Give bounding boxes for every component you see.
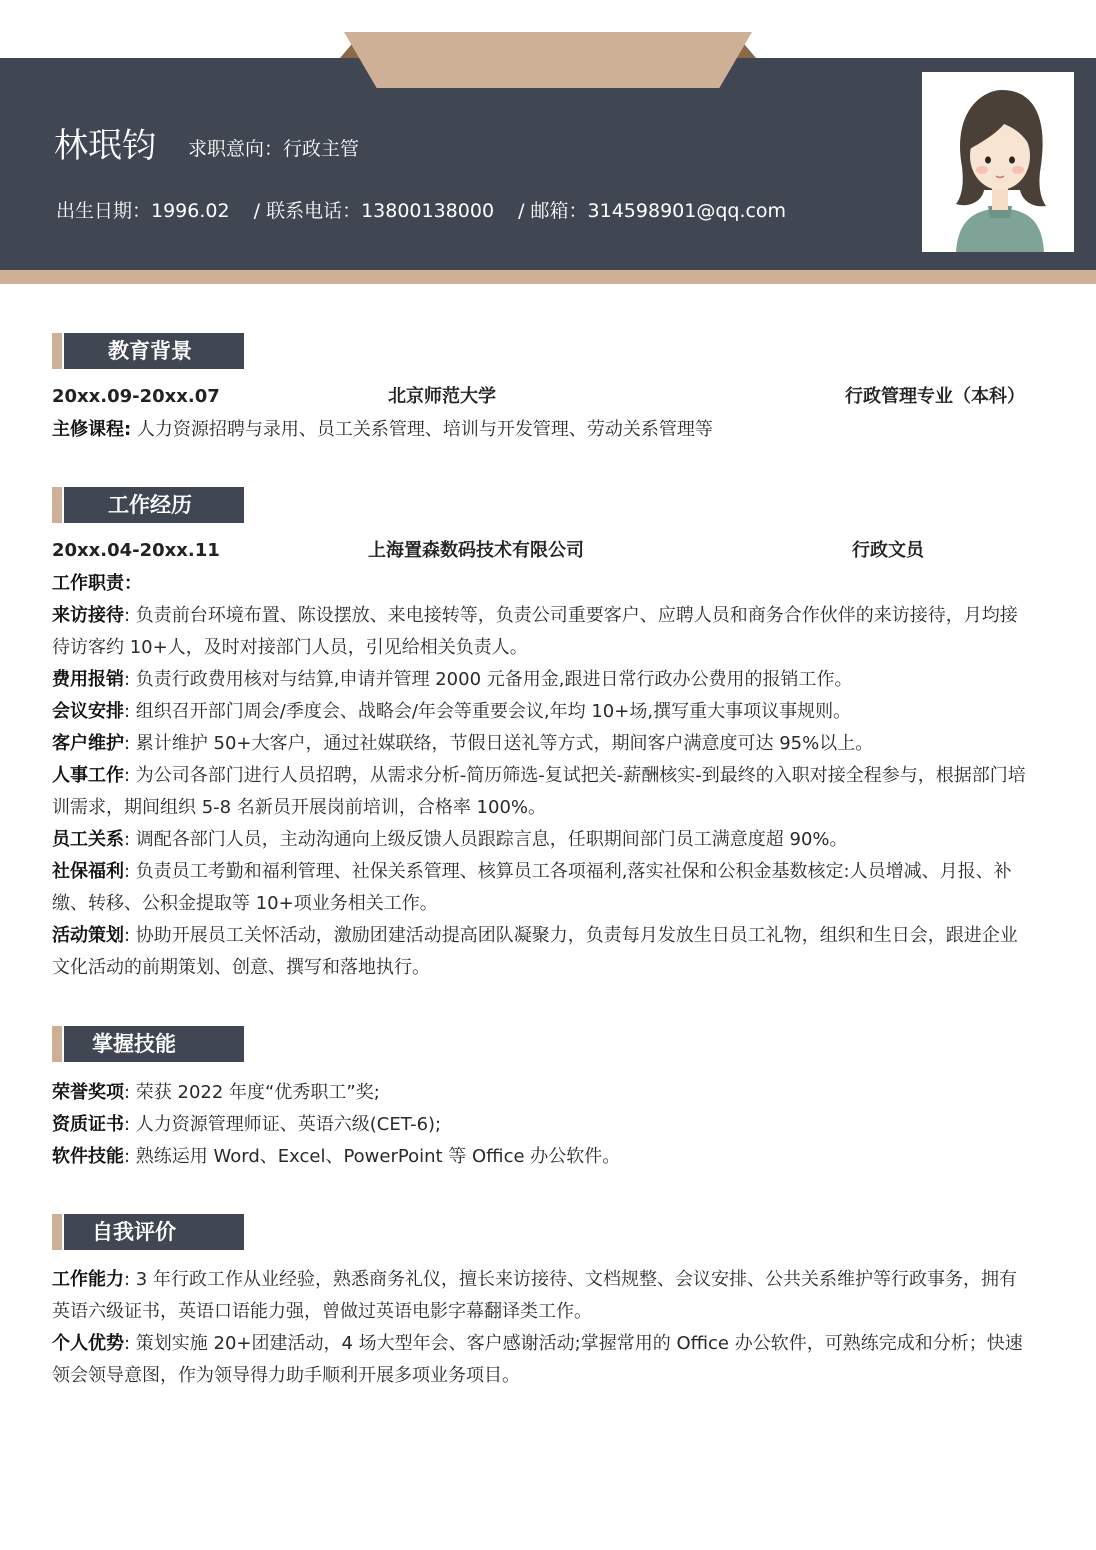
education-school: 北京师范大学 — [388, 386, 496, 407]
duty-item: 客户维护: 累计维护 50+大客户，通过社媒联络，节假日送礼等方式，期间客户满意度可达 95%以上。 — [52, 733, 874, 754]
work-period: 20xx.04-20xx.11 — [52, 540, 220, 561]
education-period: 20xx.09-20xx.07 — [52, 386, 220, 407]
duty-item: 会议安排: 组织召开部门周会/季度会、战略会/年会等重要会议,年均 10+场,撰写重大事项议事规则。 — [52, 701, 852, 722]
avatar-illustration — [922, 72, 1074, 252]
duty-item: 费用报销: 负责行政费用核对与结算,申请并管理 2000 元备用金,跟进日常行政办公费用的报销工作。 — [52, 669, 853, 690]
contact-line — [56, 198, 804, 224]
self-eval-list — [52, 1264, 1028, 1392]
work-duties-label: 工作职责： — [52, 573, 142, 594]
section-title-work: 工作经历 — [52, 487, 244, 523]
self-eval-item: 工作能力: 3 年行政工作从业经验，熟悉商务礼仪，擅长来访接待、文档规整、会议安排、公共关系维护等行政事务，拥有英语六级证书，英语口语能力强，曾做过英语电影字幕翻译类工作。 — [52, 1269, 1017, 1322]
skill-item: 软件技能: 熟练运用 Word、Excel、PowerPoint 等 Office 办公软件。 — [52, 1146, 621, 1167]
duty-item: 员工关系: 调配各部门人员，主动沟通向上级反馈人员跟踪言息，任职期间部门员工满意度超 90%。 — [52, 829, 848, 850]
candidate-name: 林珉钧 — [54, 126, 156, 166]
skill-item: 荣誉奖项: 荣获 2022 年度“优秀职工”奖; — [52, 1082, 380, 1103]
work-duties — [52, 568, 1028, 984]
duty-item: 活动策划: 协助开展员工关怀活动，激励团建活动提高团队凝聚力，负责每月发放生日员工礼物，组织和生日会，跟进企业文化活动的前期策划、创意、撰写和落地执行。 — [52, 925, 1018, 978]
duty-item: 社保福利: 负责员工考勤和福利管理、社保关系管理、核算员工各项福利,落实社保和公积金基数核定:人员增减、月报、补缴、转移、公积金提取等 10+项业务相关工作。 — [52, 861, 1012, 914]
section-title-skills: 掌握技能 — [52, 1026, 244, 1062]
phone: / 联系电话：13800138000 — [253, 200, 495, 222]
duty-item: 来访接待: 负责前台环境布置、陈设摆放、来电接转等，负责公司重要客户、应聘人员和商务合作伙伴的来访接待，月均接待访客约 10+人，及时对接部门人员，引见给相关负责人。 — [52, 605, 1018, 658]
section-title-education: 教育背景 — [52, 333, 244, 369]
skill-item: 资质证书: 人力资源管理师证、英语六级(CET-6); — [52, 1114, 442, 1135]
self-eval-item: 个人优势: 策划实施 20+团建活动，4 场大型年会、客户感谢活动;掌握常用的 Office 办公软件，可熟练完成和分析；快速领会领导意图，作为领导得力助手顺利开展多项业务项目。 — [52, 1333, 1023, 1386]
job-intent: 求职意向：行政主管 — [188, 138, 360, 160]
section-title-self-eval: 自我评价 — [52, 1214, 244, 1250]
header-tab-decoration — [344, 32, 752, 88]
education-courses: 主修课程: 人力资源招聘与录用、员工关系管理、培训与开发管理、劳动关系管理等 — [52, 419, 713, 440]
duty-item: 人事工作: 为公司各部门进行人员招聘，从需求分析-简历筛选-复试把关-薪酬核实-到最终的入职对接全程参与，根据部门培训需求，期间组织 5-8 名新员开展岗前培训，合格率 100%。 — [52, 765, 1026, 818]
work-row — [52, 538, 1024, 564]
education-row — [52, 384, 1024, 410]
email: / 邮箱：314598901@qq.com — [518, 200, 787, 222]
education-major: 行政管理专业（本科） — [845, 386, 1025, 407]
skills-list — [52, 1077, 1028, 1173]
avatar — [922, 72, 1074, 252]
header-stripe — [0, 270, 1096, 284]
work-company: 上海置森数码技术有限公司 — [368, 540, 584, 561]
work-position: 行政文员 — [852, 540, 924, 561]
birth-date: 出生日期：1996.02 — [56, 200, 230, 222]
